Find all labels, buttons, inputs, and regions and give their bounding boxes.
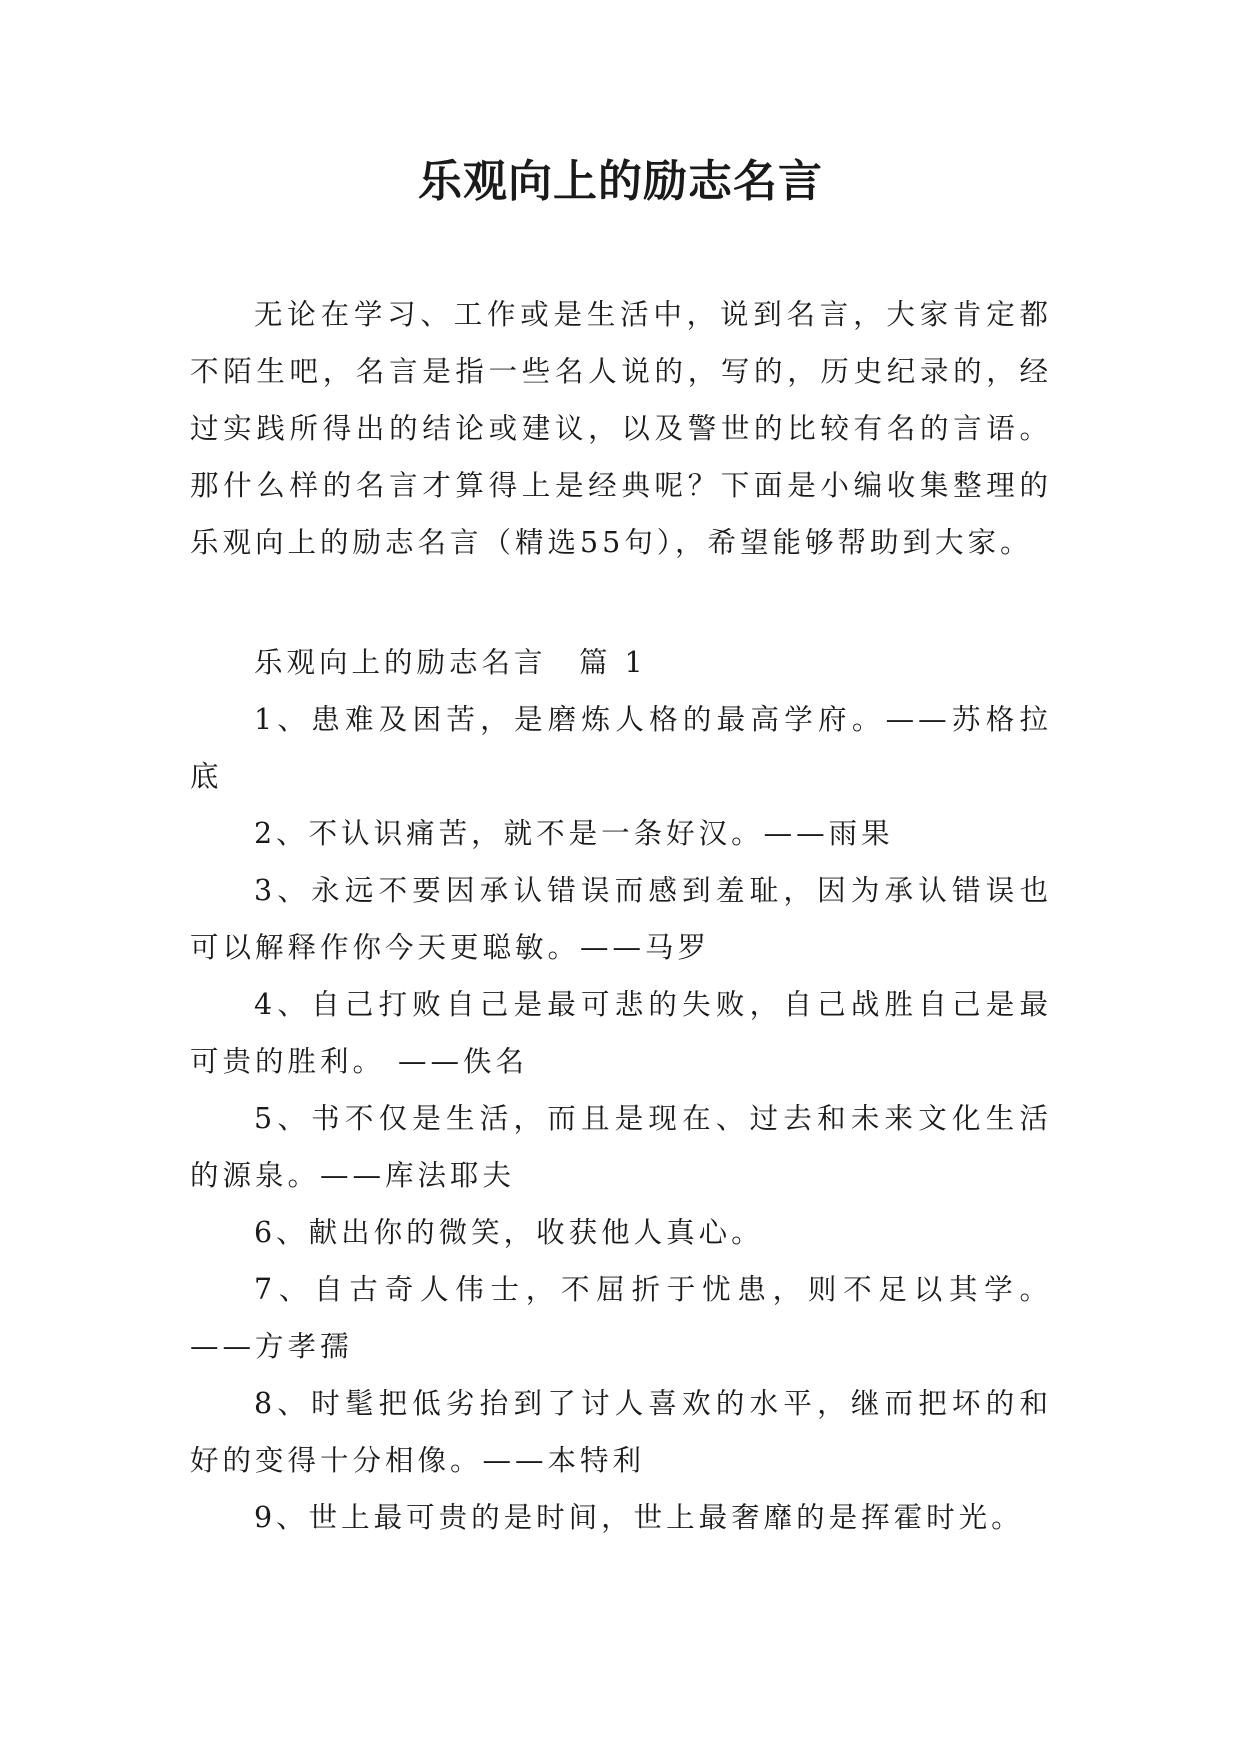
quote-item: 9、世上最可贵的是时间，世上最奢靡的是挥霍时光。 [254, 1501, 1024, 1534]
quote-item: 7、自古奇人伟士，不屈折于忧患，则不足以其学。——方孝孺 [190, 1273, 1052, 1363]
section-heading: 乐观向上的励志名言 篇 1 [254, 646, 647, 679]
quote-item: 2、不认识痛苦，就不是一条好汉。——雨果 [254, 817, 894, 850]
quote-item: 4、自己打败自己是最可悲的失败，自己战胜自己是最可贵的胜利。 ——佚名 [190, 988, 1052, 1078]
quote-item: 5、书不仅是生活，而且是现在、过去和未来文化生活的源泉。——库法耶夫 [190, 1102, 1052, 1192]
document-title: 乐观向上的励志名言 [418, 156, 823, 207]
quote-item: 3、永远不要因承认错误而感到羞耻，因为承认错误也可以解释作你今天更聪敏。——马罗 [190, 874, 1052, 964]
intro-block [190, 286, 1052, 571]
quote-item: 1、患难及困苦，是磨炼人格的最高学府。——苏格拉底 [190, 703, 1052, 793]
quote-item: 8、时髦把低劣抬到了讨人喜欢的水平，继而把坏的和好的变得十分相像。——本特利 [190, 1387, 1052, 1477]
quotes-section [190, 634, 1052, 1546]
quote-item: 6、献出你的微笑，收获他人真心。 [254, 1216, 764, 1249]
intro-paragraph: 无论在学习、工作或是生活中，说到名言，大家肯定都不陌生吧，名言是指一些名人说的，写的，历史纪录的，经过实践所得出的结论或建议，以及警世的比较有名的言语。那什么样的名言才算得上是经典呢？下面是小编收集整理的乐观向上的励志名言（精选55句），希望能够帮助到大家。 [190, 298, 1052, 559]
